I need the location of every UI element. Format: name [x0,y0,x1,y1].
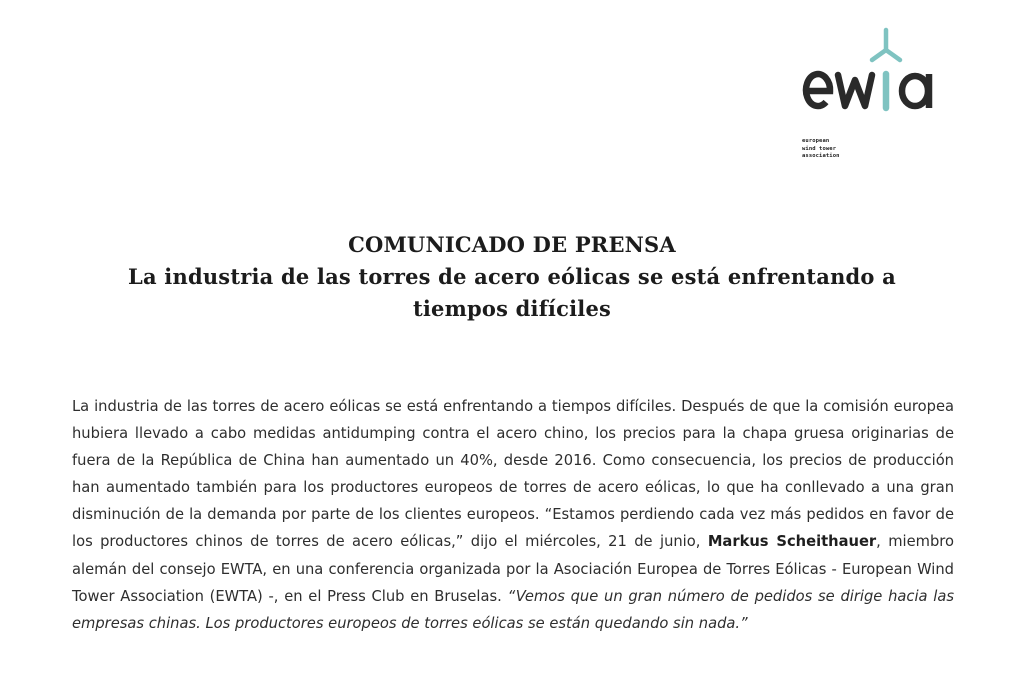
headline-line-2: tiempos difíciles [412,296,612,321]
logo-letter-w [838,75,872,106]
press-release-heading [60,229,964,325]
body-text-part2: , miembro alemán del consejo EWTA, en una conferencia organizada por la Asociación Europea de Torres Eólicas - European Wind Tower Association (EWTA) -, en el Press Club en Bruselas. [72,533,954,605]
logo-letter-a [902,74,929,108]
ewta-logo [798,22,948,159]
ewta-logo-mark [798,22,948,137]
headline-line-1: La industria de las torres de acero eólicas se está enfrentando a [128,264,896,289]
logo-tagline-line2: wind tower [802,145,837,152]
speaker-name: Markus Scheithauer [707,533,877,551]
document-type-title: COMUNICADO DE PRENSA [348,232,676,257]
logo-tagline-line1: european [802,138,830,144]
logo-letter-e [806,74,830,106]
wind-turbine-icon [872,30,900,108]
body-paragraph [72,393,954,637]
body-text-part1: La industria de las torres de acero eólicas se está enfrentando a tiempos difíciles. Después de que la comisión europea hubiera llevado a cabo medidas antidumping contra el acero chino, los precios para la chapa gruesa originarias de fuera de la República de China han aumentado un 40%, desde 2016. Como consecuencia, los precios de producción han aumentado también para los productores europeos de torres de acero eólicas, lo que ha conllevado a una gran disminución de la demanda por parte de los clientes europeos. “Estamos perdiendo cada vez más pedidos en favor de los productores chinos de torres de acero eólicas,” dijo el miércoles, 21 de junio, [72,398,954,551]
quote-text: “Vemos que un gran número de pedidos se dirige hacia las empresas chinas. Los productores europeos de torres eólicas se están quedando sin nada.” [72,587,954,632]
logo-tagline [802,138,902,161]
logo-tagline-line3: association [802,153,840,159]
